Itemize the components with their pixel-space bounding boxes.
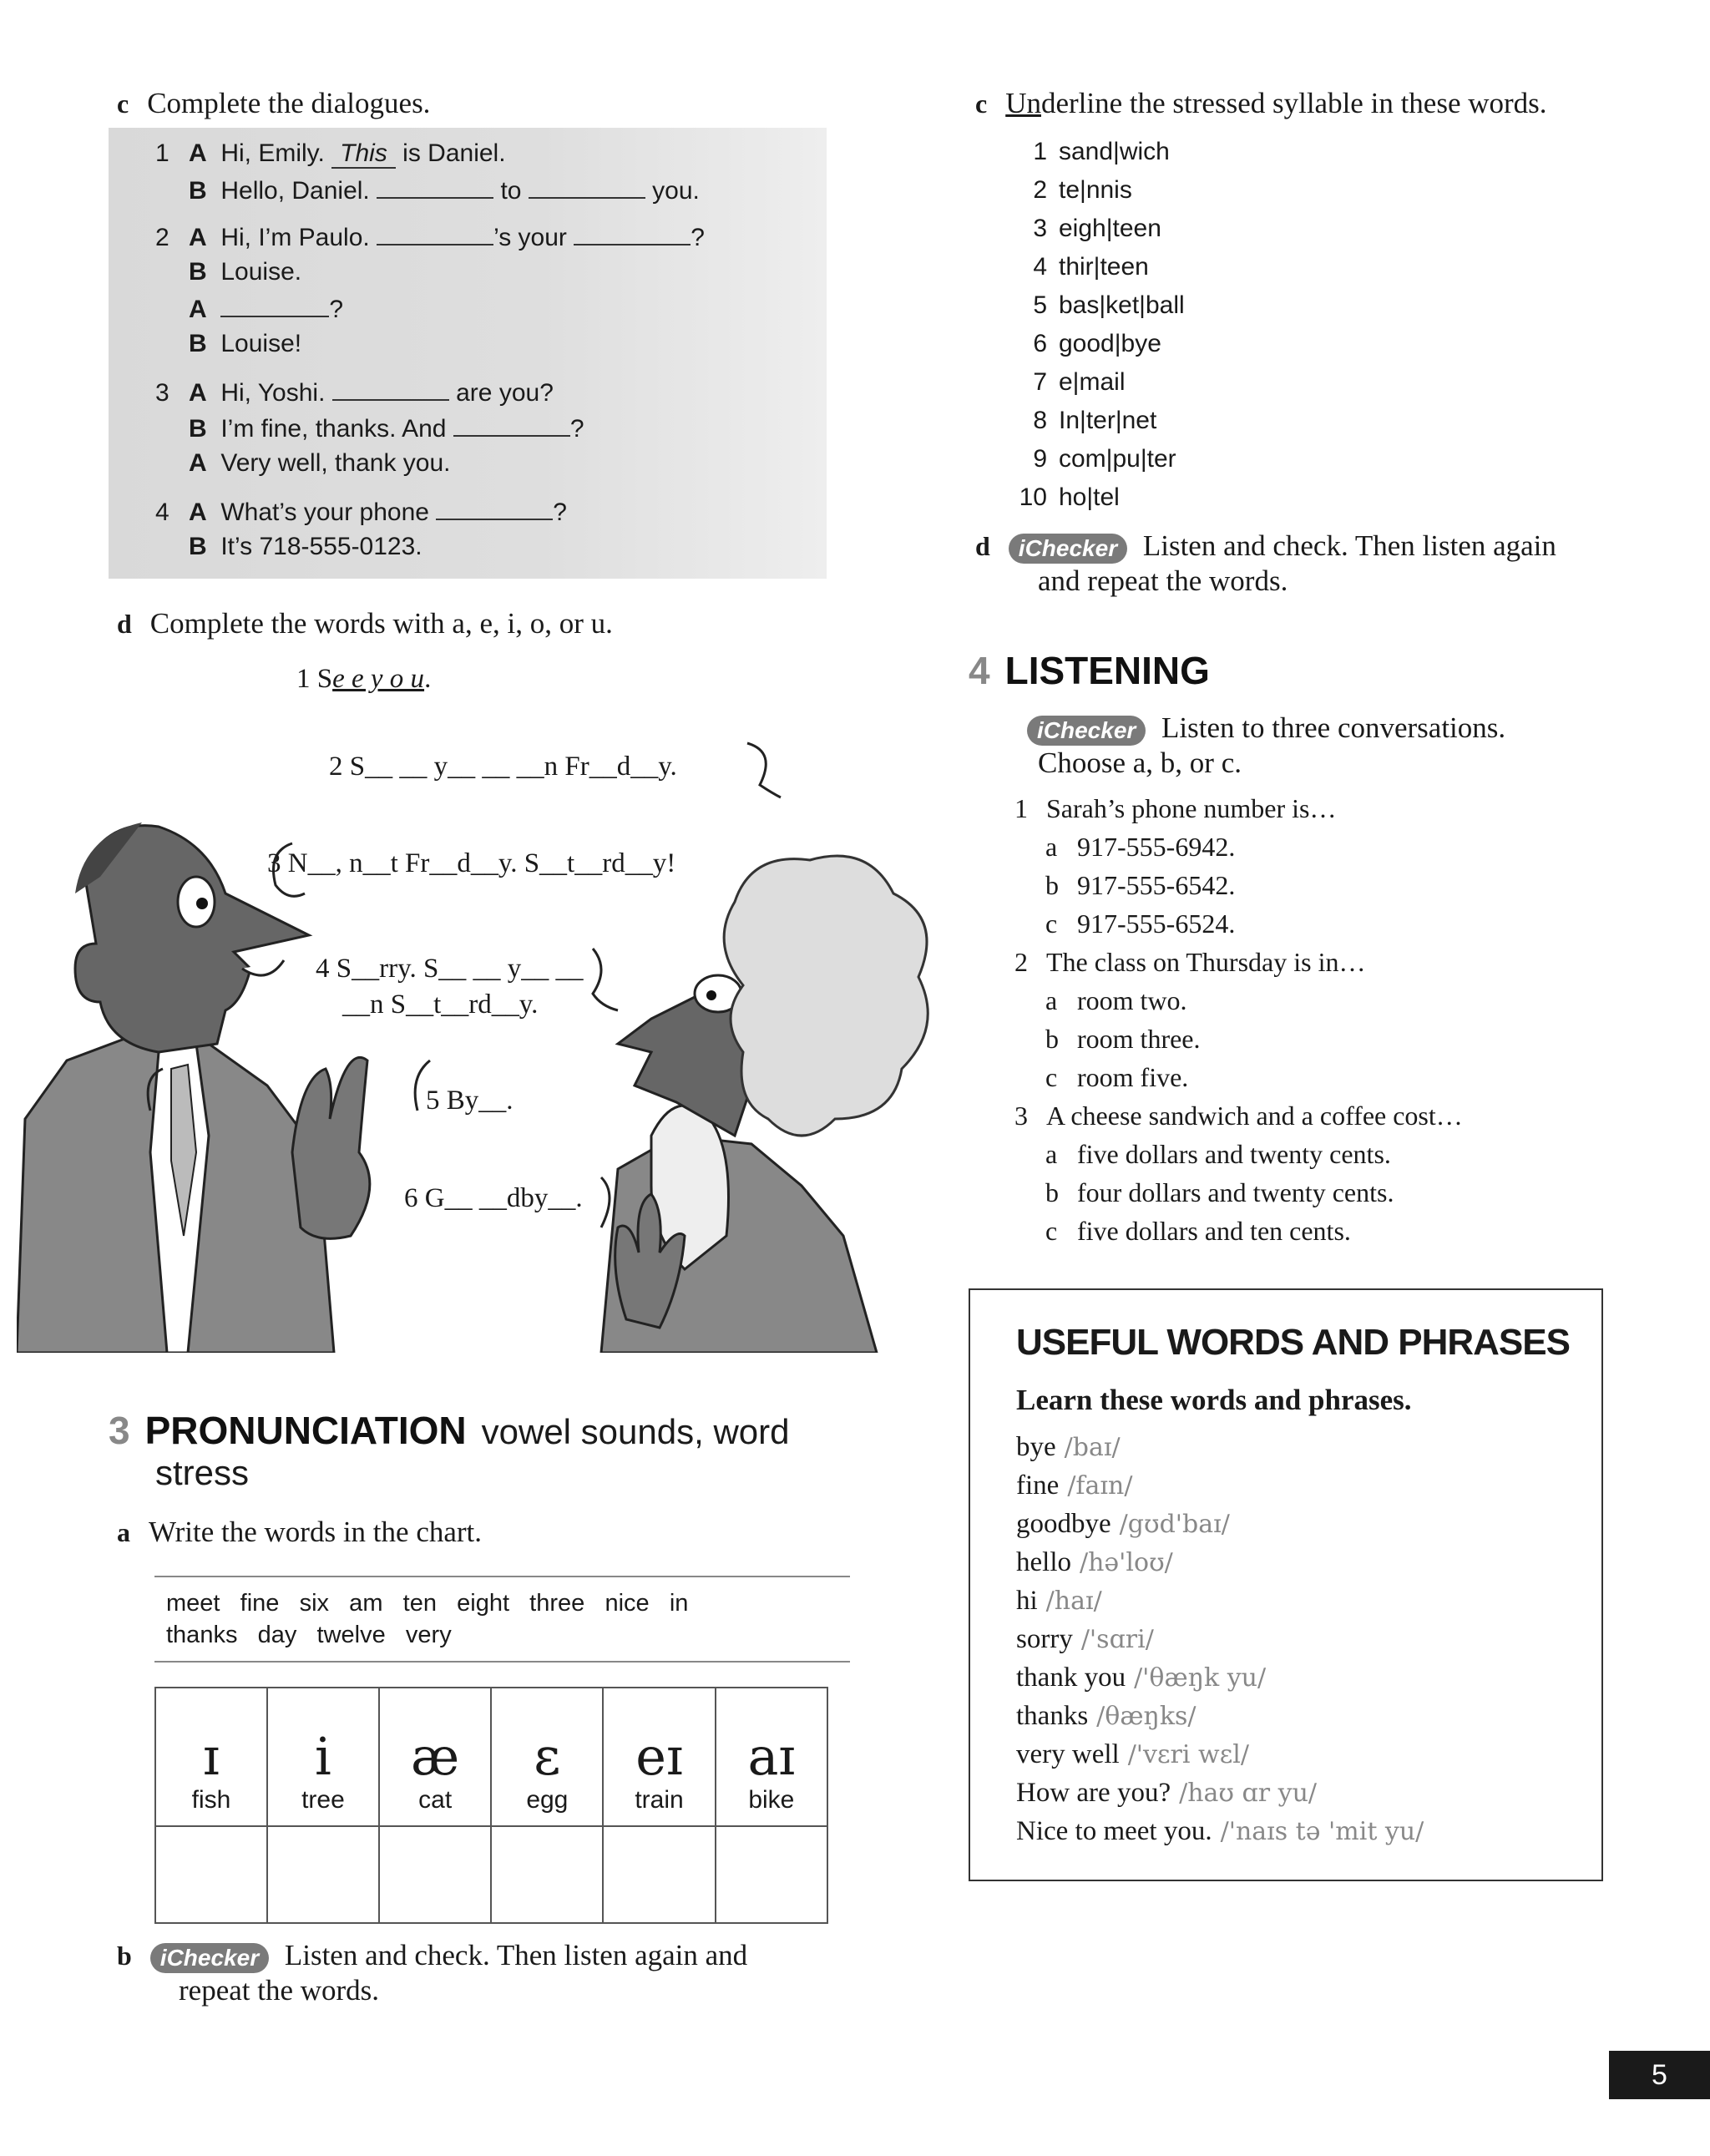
task-text: Choose a, b, or c. xyxy=(1038,747,1242,779)
dialogue-text: Very well, thank you. xyxy=(220,449,451,477)
bubble-number: 3 xyxy=(267,848,281,878)
chart-word: fish xyxy=(191,1786,231,1814)
answer-blank[interactable] xyxy=(377,222,493,245)
bubble-number: 1 xyxy=(296,664,311,694)
option-text: 917-555-6542. xyxy=(1077,870,1236,900)
dialogue-text: Louise. xyxy=(220,258,302,286)
option-text: room two. xyxy=(1077,985,1187,1015)
list-item xyxy=(1010,330,1161,358)
task-text: Complete the words with a, e, i, o, or u. xyxy=(149,607,613,640)
task-letter: d xyxy=(975,531,990,561)
dialogue-text: ’s your xyxy=(493,224,567,251)
phrase-word: thank you xyxy=(1016,1663,1126,1693)
phrase-word: bye xyxy=(1016,1432,1056,1462)
phrase-ipa: /'naɪs tə 'mit yu/ xyxy=(1220,1817,1424,1846)
answer-blank[interactable] xyxy=(377,175,493,199)
useful-words-box xyxy=(969,1288,1603,1881)
task-text: and repeat the words. xyxy=(1038,564,1288,597)
item-number: 2 xyxy=(1033,176,1047,204)
chart-answer-cell[interactable] xyxy=(603,1826,715,1923)
bubble-text: . xyxy=(424,664,432,694)
answer-blank[interactable] xyxy=(436,497,553,520)
task-d-left xyxy=(117,607,613,640)
dialogue-text: are you? xyxy=(456,379,554,407)
cat-icon: æ xyxy=(411,1726,460,1787)
phrase-word: hi xyxy=(1016,1586,1038,1616)
phrase-word: Nice to meet you. xyxy=(1016,1816,1212,1846)
option[interactable] xyxy=(1045,1216,1351,1247)
speaker: A xyxy=(189,296,207,323)
question-text: A cheese sandwich and a coffee cost… xyxy=(1046,1101,1463,1131)
listening-instruction xyxy=(1027,711,1505,746)
box-title: USEFUL WORDS AND PHRASES xyxy=(1016,1322,1570,1363)
speaker: B xyxy=(189,258,207,286)
dialogue-number: 1 xyxy=(155,139,169,167)
option-text: four dollars and twenty cents. xyxy=(1077,1177,1394,1207)
listening-heading xyxy=(969,648,1210,693)
dialogue-text: ? xyxy=(329,296,344,323)
dialogue-number: 3 xyxy=(155,379,169,407)
option-letter: c xyxy=(1045,1062,1058,1092)
item-number: 1 xyxy=(1033,138,1047,165)
dialogue-text: ? xyxy=(553,499,567,526)
dialogue-3-b xyxy=(189,413,584,443)
tree-icon: i xyxy=(315,1726,331,1787)
option-letter: c xyxy=(1045,1216,1058,1246)
dialogue-text: Louise! xyxy=(220,330,302,357)
option[interactable] xyxy=(1045,908,1235,939)
task-letter: b xyxy=(117,1941,132,1971)
speaker: A xyxy=(189,139,207,167)
dialogue-4-a xyxy=(155,497,567,527)
bubble-text: S xyxy=(316,664,333,694)
phrase-word: hello xyxy=(1016,1547,1071,1577)
task-text: Complete the dialogues. xyxy=(147,87,431,119)
speaker: A xyxy=(189,379,207,407)
phrase-item xyxy=(1016,1586,1102,1617)
chart-answer-cell[interactable] xyxy=(491,1826,603,1923)
answer-blank[interactable] xyxy=(220,294,329,317)
phrase-ipa: /gʊd'baɪ/ xyxy=(1119,1510,1230,1539)
phrase-ipa: /haʊ ɑr yu/ xyxy=(1179,1779,1318,1808)
phrase-word: How are you? xyxy=(1016,1778,1171,1808)
phrase-word: fine xyxy=(1016,1470,1060,1501)
dialogue-2-a xyxy=(155,222,705,252)
speech-bubble-2 xyxy=(329,752,677,782)
speaker: A xyxy=(189,449,207,477)
option-letter: a xyxy=(1045,985,1058,1015)
stress-word[interactable]: te|nnis xyxy=(1059,176,1132,204)
option-letter: b xyxy=(1045,1177,1059,1207)
bubble-text[interactable]: N__, n__t Fr__d__y. S__t__rd__y! xyxy=(287,848,676,878)
task-letter: c xyxy=(975,89,988,119)
pronunciation-heading xyxy=(109,1408,789,1453)
option[interactable] xyxy=(1045,1024,1201,1055)
question-text: Sarah’s phone number is… xyxy=(1046,793,1337,823)
list-item xyxy=(1010,445,1176,473)
bubble-text[interactable]: __n S__t__rd__y. xyxy=(342,989,539,1020)
word-bank xyxy=(154,1576,850,1663)
bubble-number: 5 xyxy=(426,1086,440,1116)
item-number: 3 xyxy=(1033,215,1047,242)
task-letter: a xyxy=(117,1517,130,1547)
word-bank-line: meet fine six am ten eight three nice in xyxy=(166,1590,689,1617)
option-text: room five. xyxy=(1077,1062,1189,1092)
option-text: room three. xyxy=(1077,1024,1201,1054)
chart-col-fish xyxy=(155,1688,267,1826)
bike-icon: aɪ xyxy=(747,1726,796,1787)
phrase-ipa: /'vɛri wɛl/ xyxy=(1127,1740,1249,1769)
task-b xyxy=(117,1939,747,1973)
chart-col-train xyxy=(603,1688,715,1826)
dialogue-text: ? xyxy=(569,415,584,443)
speech-bubble-6 xyxy=(404,1183,583,1214)
task-c-left xyxy=(117,87,430,120)
item-number: 7 xyxy=(1033,368,1047,396)
phrase-item xyxy=(1016,1663,1266,1693)
bubble-text[interactable]: S__ __ y__ __ __n Fr__d__y. xyxy=(349,752,677,782)
dialogue-text: is Daniel. xyxy=(402,139,506,167)
option-letter: a xyxy=(1045,1139,1058,1169)
question-number: 2 xyxy=(1014,947,1028,977)
list-item xyxy=(1010,176,1132,205)
stress-word[interactable]: good|bye xyxy=(1059,330,1161,357)
chart-word: tree xyxy=(301,1786,345,1814)
answer-blank[interactable]: This xyxy=(331,139,396,169)
option-letter: a xyxy=(1045,832,1058,862)
chart-answer-cell[interactable] xyxy=(379,1826,491,1923)
list-item xyxy=(1010,253,1149,281)
option[interactable] xyxy=(1045,985,1187,1016)
speaker: B xyxy=(189,330,207,357)
phrase-ipa: /'sɑri/ xyxy=(1080,1625,1154,1654)
task-text: Listen and check. Then listen again and xyxy=(284,1939,748,1971)
task-text: repeat the words. xyxy=(179,1974,380,2007)
dialogue-text: Hi, I’m Paulo. xyxy=(220,224,370,251)
speech-bubble-1 xyxy=(296,664,431,695)
list-item xyxy=(1010,407,1156,435)
phrase-ipa: /faɪn/ xyxy=(1067,1471,1133,1501)
stress-word[interactable]: com|pu|ter xyxy=(1059,445,1176,473)
chart-answer-cell[interactable] xyxy=(155,1826,267,1923)
dialogue-text: you. xyxy=(652,177,700,205)
dialogue-number: 2 xyxy=(155,224,169,251)
task-a xyxy=(117,1516,482,1549)
dialogue-text: Hi, Emily. xyxy=(220,139,325,167)
list-item xyxy=(1010,483,1120,512)
speaker: A xyxy=(189,224,207,251)
speech-bubble-3 xyxy=(267,848,675,879)
word-bank-line: thanks day twelve very xyxy=(166,1622,452,1648)
dialogue-2-c xyxy=(189,294,343,324)
egg-icon: ɛ xyxy=(534,1726,561,1787)
task-text: derline the stressed syllable in these words. xyxy=(1040,87,1547,119)
stress-word[interactable]: bas|ket|ball xyxy=(1059,291,1185,319)
chart-word: cat xyxy=(418,1786,453,1814)
dialogue-text: It’s 718-555-0123. xyxy=(220,533,422,560)
stress-word[interactable]: sand|wich xyxy=(1059,138,1170,165)
speaker: B xyxy=(189,177,207,205)
phrase-item xyxy=(1016,1778,1317,1809)
dialogue-text: I’m fine, thanks. And xyxy=(220,415,447,443)
section-subtitle: stress xyxy=(155,1453,250,1492)
answer-blank[interactable] xyxy=(332,377,449,401)
option[interactable] xyxy=(1045,1062,1188,1093)
dialogue-number: 4 xyxy=(155,499,169,526)
bubble-number: 6 xyxy=(404,1183,418,1213)
speaker: B xyxy=(189,533,207,560)
ichecker-badge[interactable]: iChecker xyxy=(1027,716,1146,746)
dialogue-1-a xyxy=(155,139,506,168)
phrase-word: thanks xyxy=(1016,1701,1089,1731)
train-icon: eɪ xyxy=(635,1726,683,1787)
chart-col-tree xyxy=(267,1688,379,1826)
bubble-number: 4 xyxy=(316,954,330,984)
list-item xyxy=(1010,215,1161,243)
bubble-text[interactable]: By__. xyxy=(446,1086,514,1116)
phrase-item xyxy=(1016,1739,1249,1770)
item-number: 5 xyxy=(1033,291,1047,319)
option-letter: c xyxy=(1045,908,1058,939)
dialogue-text: What’s your phone xyxy=(220,499,429,526)
task-d-right xyxy=(975,529,1556,564)
task-c-right xyxy=(975,87,1547,120)
option[interactable] xyxy=(1045,1139,1391,1170)
item-number: 6 xyxy=(1033,330,1047,357)
question xyxy=(1014,793,1337,824)
task-text: Listen to three conversations. xyxy=(1161,711,1506,744)
vowel-chart xyxy=(154,1687,828,1924)
chart-word: train xyxy=(635,1786,684,1814)
dialogue-2-d xyxy=(189,330,301,358)
bubble-number: 2 xyxy=(329,752,343,782)
option-letter: b xyxy=(1045,1024,1059,1054)
item-number: 10 xyxy=(1019,483,1047,511)
phrase-item xyxy=(1016,1509,1230,1540)
phrase-item xyxy=(1016,1816,1424,1847)
section-number: 3 xyxy=(109,1409,130,1452)
task-letter: c xyxy=(117,89,129,119)
dialogue-text: ? xyxy=(691,224,705,251)
speaker: B xyxy=(189,415,207,443)
task-text: Write the words in the chart. xyxy=(149,1516,483,1548)
dialogue-text: Hi, Yoshi. xyxy=(220,379,326,407)
phrase-item xyxy=(1016,1701,1196,1732)
task-letter: d xyxy=(117,609,132,639)
stress-word[interactable]: e|mail xyxy=(1059,368,1126,396)
question-number: 1 xyxy=(1014,793,1028,823)
dialogue-2-b xyxy=(189,258,301,286)
dialogue-4-b xyxy=(189,533,422,561)
phrase-word: very well xyxy=(1016,1739,1120,1769)
stress-word[interactable]: In|ter|net xyxy=(1059,407,1157,434)
fish-icon: ɪ xyxy=(203,1726,220,1787)
phrase-item xyxy=(1016,1547,1173,1578)
stress-word[interactable]: ho|tel xyxy=(1059,483,1120,511)
option-text: five dollars and ten cents. xyxy=(1077,1216,1351,1246)
dialogue-3-c xyxy=(189,449,451,478)
option-text: 917-555-6524. xyxy=(1077,908,1236,939)
speech-bubble-4 xyxy=(316,954,584,984)
section-title: PRONUNCIATION xyxy=(144,1409,467,1452)
answer-blank[interactable] xyxy=(574,222,691,245)
chart-answer-cell[interactable] xyxy=(716,1826,827,1923)
phrase-ipa: /hə'loʊ/ xyxy=(1079,1548,1173,1577)
phrase-ipa: /'θæŋk yu/ xyxy=(1134,1663,1267,1693)
question xyxy=(1014,1101,1463,1131)
chart-word: egg xyxy=(526,1786,569,1814)
chart-answer-cell[interactable] xyxy=(267,1826,379,1923)
stress-word[interactable]: thir|teen xyxy=(1059,253,1149,281)
dialogue-1-b xyxy=(189,175,700,205)
section-subtitle: vowel sounds, word xyxy=(481,1412,790,1451)
chart-word: bike xyxy=(748,1786,795,1814)
question-text: The class on Thursday is in… xyxy=(1046,947,1366,977)
phrase-word: sorry xyxy=(1016,1624,1073,1654)
phrase-ipa: /baɪ/ xyxy=(1064,1433,1121,1462)
option[interactable] xyxy=(1045,870,1235,901)
dialogue-text: to xyxy=(500,177,522,205)
question xyxy=(1014,947,1365,978)
list-item xyxy=(1010,368,1125,397)
option-text: 917-555-6942. xyxy=(1077,832,1236,862)
item-number: 8 xyxy=(1033,407,1047,434)
box-subtitle: Learn these words and phrases. xyxy=(1016,1384,1412,1416)
section-title: LISTENING xyxy=(1004,649,1210,692)
speaker: A xyxy=(189,499,207,526)
option[interactable] xyxy=(1045,832,1235,863)
stress-word[interactable]: eigh|teen xyxy=(1059,215,1161,242)
bubble-text[interactable]: G__ __dby__. xyxy=(424,1183,583,1213)
phrase-item xyxy=(1016,1624,1154,1655)
dialogue-3-a xyxy=(155,377,554,407)
phrase-ipa: /haɪ/ xyxy=(1045,1587,1102,1616)
option-letter: b xyxy=(1045,870,1059,900)
ichecker-badge[interactable]: iChecker xyxy=(1009,534,1127,564)
answer-blank[interactable] xyxy=(529,175,645,199)
speech-bubble-5 xyxy=(426,1086,514,1116)
phrase-word: goodbye xyxy=(1016,1509,1111,1539)
page-number: 5 xyxy=(1609,2051,1710,2099)
section-number: 4 xyxy=(969,649,990,692)
chart-col-bike xyxy=(716,1688,827,1826)
option[interactable] xyxy=(1045,1177,1394,1208)
task-text: Listen and check. Then listen again xyxy=(1142,529,1556,562)
item-number: 4 xyxy=(1033,253,1047,281)
phrase-item xyxy=(1016,1470,1132,1501)
option-text: five dollars and twenty cents. xyxy=(1077,1139,1391,1169)
speech-bubble-4-line2 xyxy=(342,989,538,1020)
ichecker-badge[interactable]: iChecker xyxy=(150,1943,269,1973)
underlined-syllable: Un xyxy=(1005,87,1041,119)
phrase-item xyxy=(1016,1432,1121,1463)
chart-col-cat xyxy=(379,1688,491,1826)
dialogue-text: Hello, Daniel. xyxy=(220,177,370,205)
item-number: 9 xyxy=(1033,445,1047,473)
phrase-ipa: /θæŋks/ xyxy=(1096,1702,1196,1731)
bubble-text[interactable]: S__rry. S__ __ y__ __ xyxy=(336,954,584,984)
list-item xyxy=(1010,291,1185,320)
list-item xyxy=(1010,138,1170,166)
question-number: 3 xyxy=(1014,1101,1028,1131)
chart-col-egg xyxy=(491,1688,603,1826)
bubble-answer[interactable]: e e y o u xyxy=(332,664,425,694)
answer-blank[interactable] xyxy=(453,413,570,437)
